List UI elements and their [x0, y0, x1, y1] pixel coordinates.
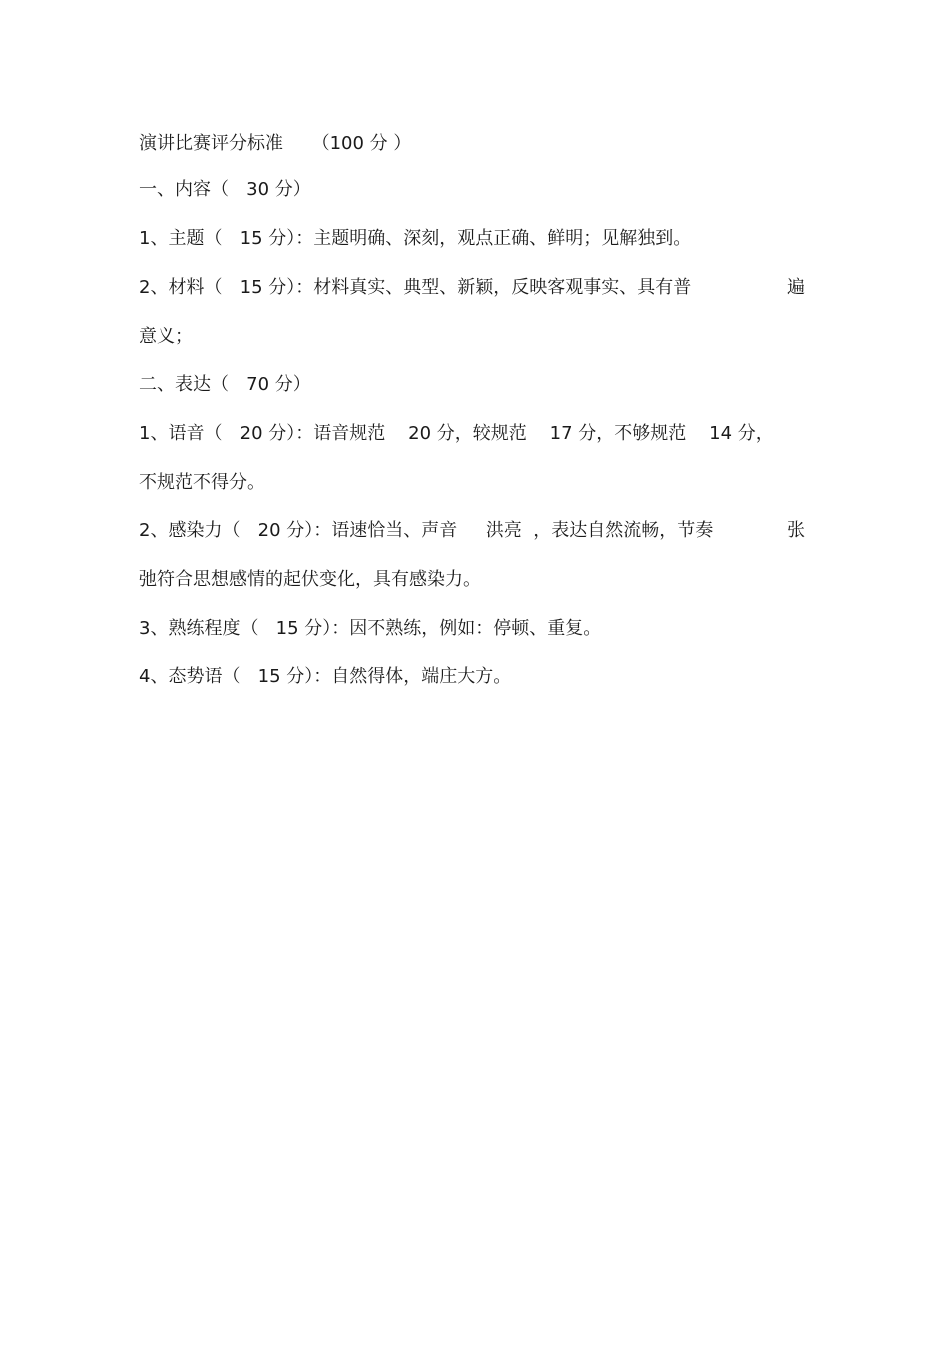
content-item-topic: 1、主题（ 15 分）：主题明确、深刻，观点正确、鲜明；见解独到。 — [139, 228, 692, 249]
content-item-material-tail: 遍 — [787, 277, 805, 298]
expression-item-pronunciation-continued: 不规范不得分。 — [139, 472, 265, 493]
content-item-material-text: 2、材料（ 15 分）：材料真实、典型、新颖，反映客观事实、具有普 — [139, 277, 692, 298]
expression-item-body-language: 4、态势语（ 15 分）：自然得体，端庄大方。 — [139, 666, 512, 687]
expression-item-fluency: 3、熟练程度（ 15 分）：因不熟练，例如：停顿、重复。 — [139, 618, 602, 639]
document-title: 演讲比赛评分标准 （100 分 ） — [139, 133, 412, 154]
section-expression-heading: 二、表达（ 70 分） — [139, 374, 311, 395]
section-content-heading: 一、内容（ 30 分） — [139, 179, 311, 200]
content-item-material-continued: 意义； — [139, 326, 193, 347]
expression-item-pronunciation: 1、语音（ 20 分）：语音规范 20 分，较规范 17 分，不够规范 14 分， — [139, 423, 774, 444]
expression-item-appeal — [139, 519, 805, 543]
expression-item-appeal-continued: 弛符合思想感情的起伏变化，具有感染力。 — [139, 569, 481, 590]
expression-item-appeal-tail: 张 — [787, 520, 805, 541]
content-item-material — [139, 276, 805, 300]
expression-item-appeal-text: 2、感染力（ 20 分）：语速恰当、声音 洪亮 ，表达自然流畅，节奏 — [139, 520, 714, 541]
